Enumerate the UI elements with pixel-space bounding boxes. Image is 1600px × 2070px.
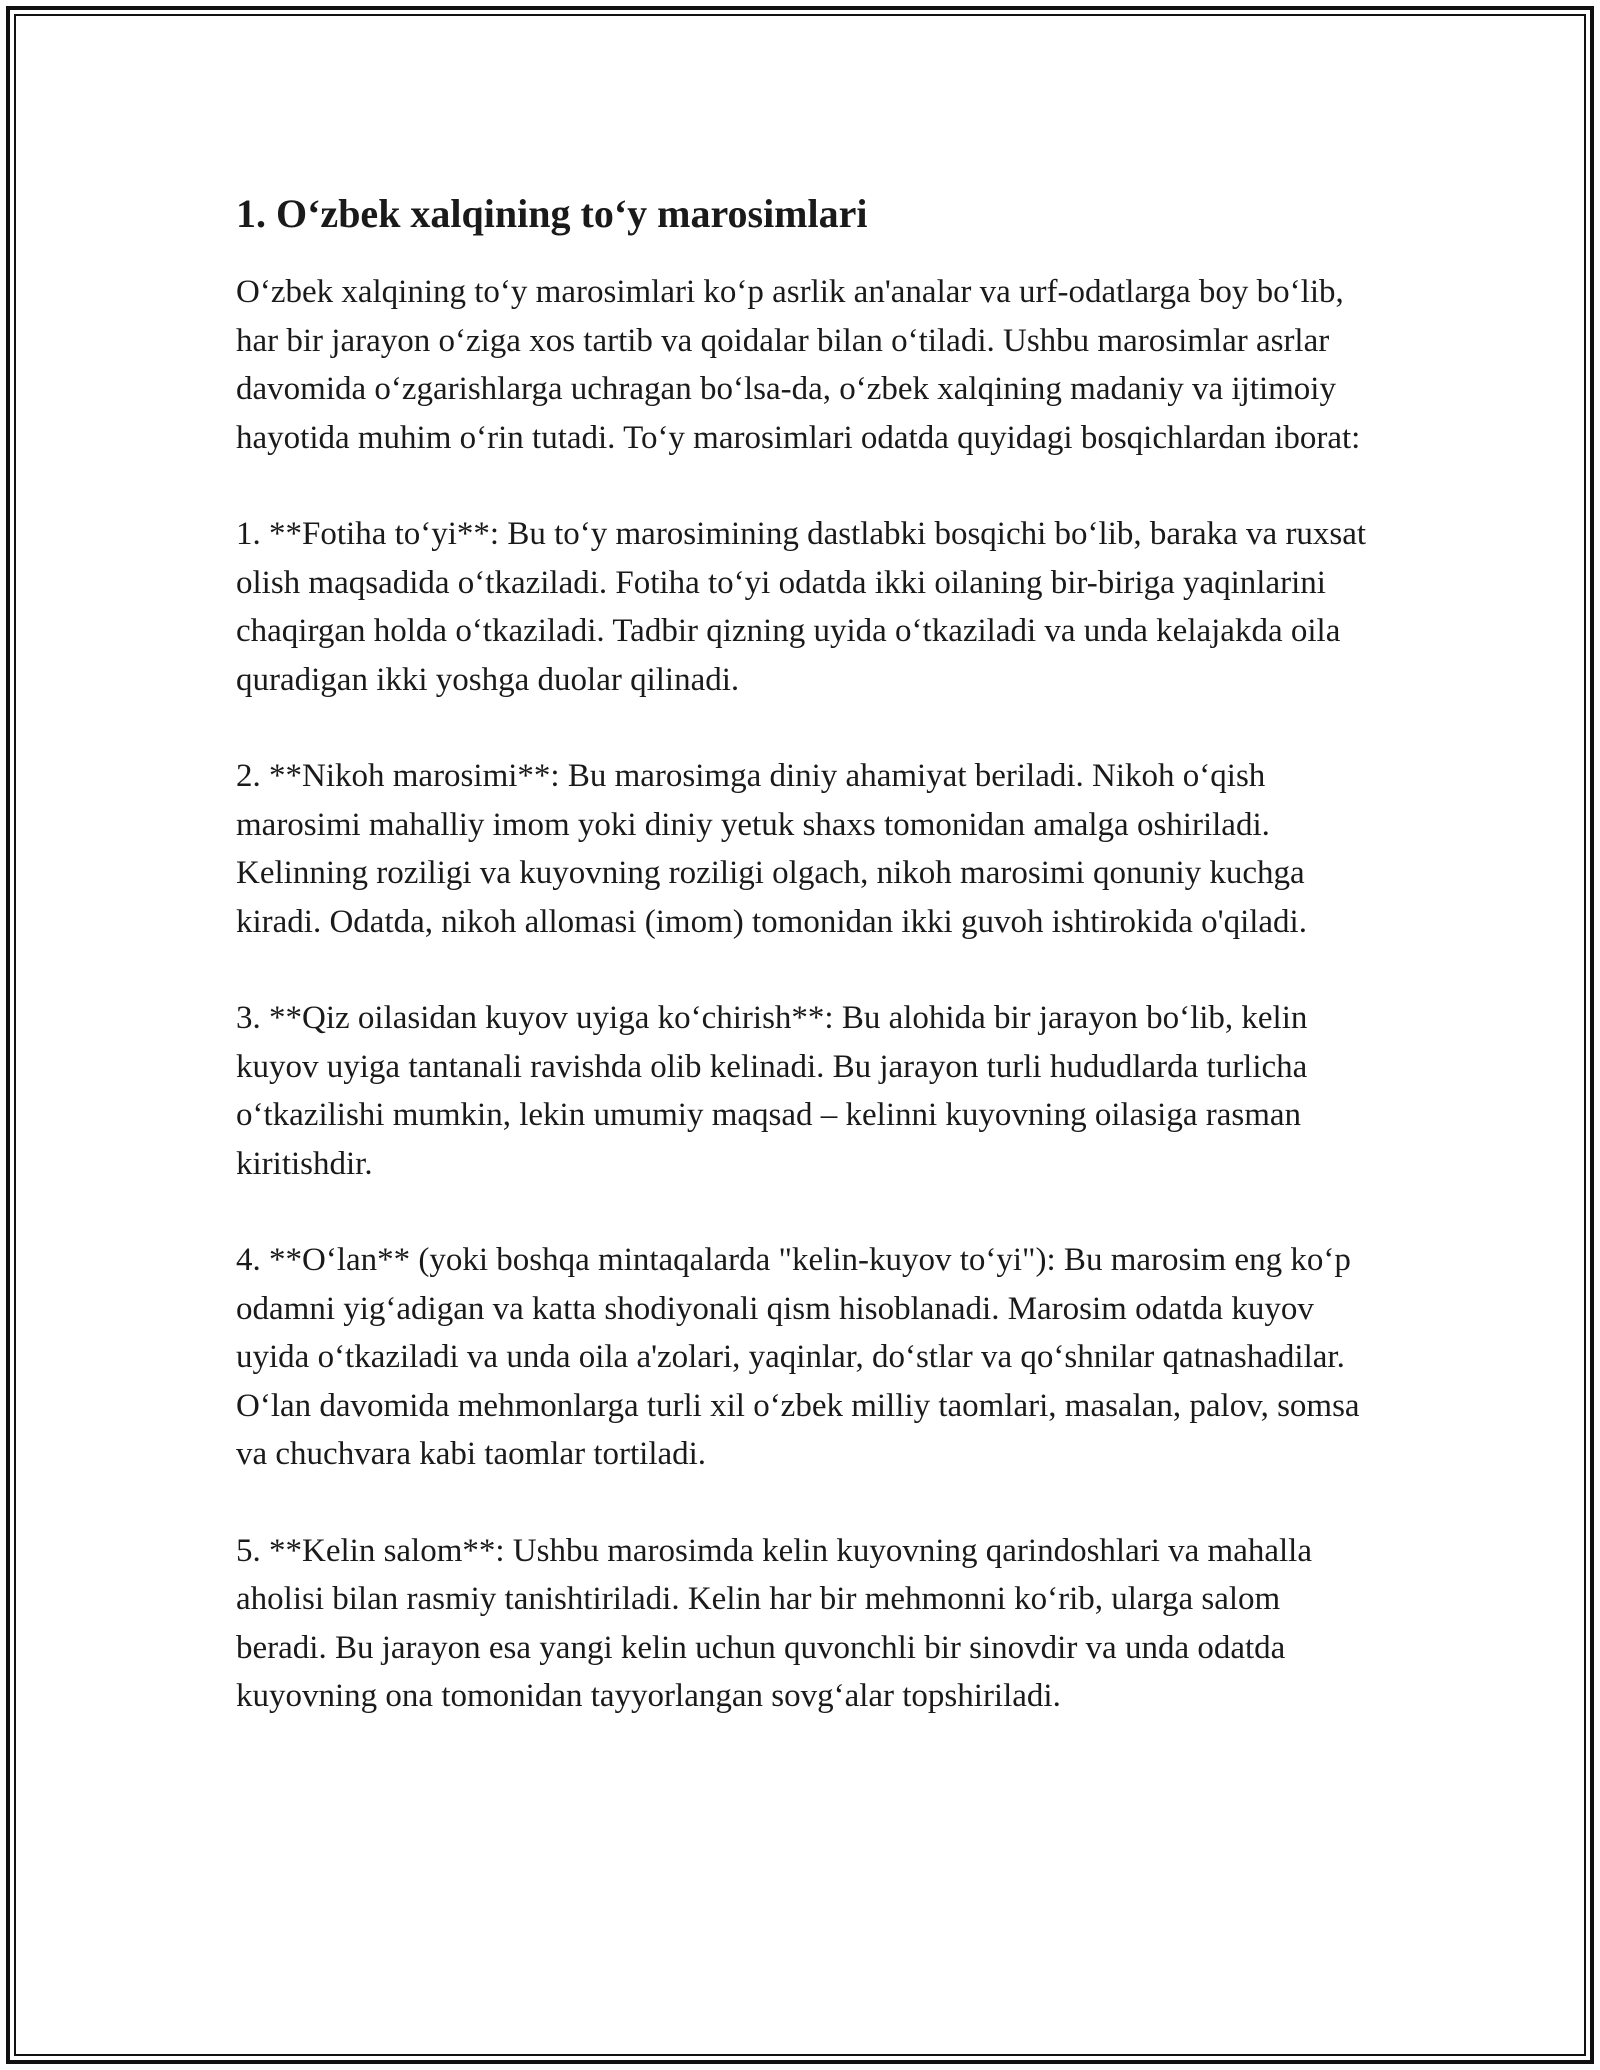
list-item-olan: 4. **O‘lan** (yoki boshqa mintaqalarda "kelin-kuyov to‘yi"): Bu marosim eng ko‘p odamni yig‘adigan va katta shodiyonali qism hisoblanadi. Marosim odatda kuyov uyida o‘tkaziladi va unda oila a'zolari, yaqinlar, do‘stlar va qo‘shnilar qatnashadilar. O‘lan davomida mehmonlarga turli xil o‘zbek milliy taomlari, masalan, palov, somsa va chuchvara kabi taomlar tortiladi. [236,1242,1360,1472]
list-item-fotiha: 1. **Fotiha to‘yi**: Bu to‘y marosimining dastlabki bosqichi bo‘lib, baraka va ruxsat olish maqsadida o‘tkaziladi. Fotiha to‘yi odatda ikki oilaning bir-biriga yaqinlarini chaqirgan holda o‘tkaziladi. Tadbir qizning uyida o‘tkaziladi va unda kelajakda oila quradigan ikki yoshga duolar qilinadi. [236,516,1367,698]
intro-paragraph: O‘zbek xalqining to‘y marosimlari ko‘p asrlik an'analar va urf-odatlarga boy bo‘lib, har bir jarayon o‘ziga xos tartib va qoidalar bilan o‘tiladi. Ushbu marosimlar asrlar davomida o‘zgarishlarga uchragan bo‘lsa-da, o‘zbek xalqining madaniy va ijtimoiy hayotida muhim o‘rin tutadi. To‘y marosimlari odatda quyidagi bosqichlardan iborat: [236,274,1361,456]
list-item-nikoh: 2. **Nikoh marosimi**: Bu marosimga diniy ahamiyat beriladi. Nikoh o‘qish marosimi mahalliy imom yoki diniy yetuk shaxs tomonidan amalga oshiriladi. Kelinning roziligi va kuyovning roziligi olgach, nikoh marosimi qonuniy kuchga kiradi. Odatda, nikoh allomasi (imom) tomonidan ikki guvoh ishtirokida o'qiladi. [236,758,1307,940]
list-item-kochirish: 3. **Qiz oilasidan kuyov uyiga ko‘chirish**: Bu alohida bir jarayon bo‘lib, kelin kuyov uyiga tantanali ravishda olib kelinadi. Bu jarayon turli hududlarda turlicha o‘tkazilishi mumkin, lekin umumiy maqsad – kelinni kuyovning oilasiga rasman kiritishdir. [236,1000,1308,1182]
list-item-kelin-salom: 5. **Kelin salom**: Ushbu marosimda kelin kuyovning qarindoshlari va mahalla aholisi bilan rasmiy tanishtiriladi. Kelin har bir mehmonni ko‘rib, ularga salom beradi. Bu jarayon esa yangi kelin uchun quvonchli bir sinovdir va unda odatda kuyovning ona tomonidan tayyorlangan sovg‘alar topshiriladi. [236,1532,1312,1714]
section-heading: 1. O‘zbek xalqining to‘y marosimlari [236,191,868,236]
document-body [236,186,1376,1769]
